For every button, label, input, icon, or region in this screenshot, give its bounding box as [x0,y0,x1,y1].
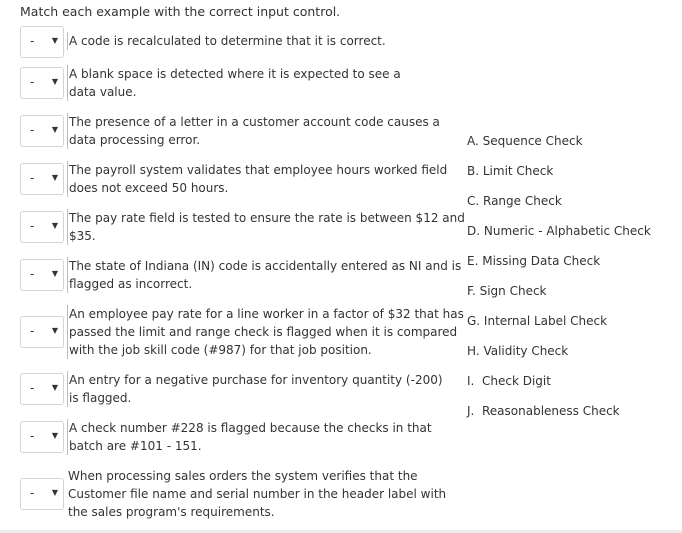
question-text-9: A check number #228 is flagged because the checks in that batch are #101 - 151. [67,419,465,455]
select-value: - [30,75,35,89]
select-value: - [30,486,35,500]
question-text-6: The state of Indiana (IN) code is accidentally entered as NI and is flagged as incorrect. [67,257,465,293]
answer-select-4[interactable] [20,163,64,195]
answer-option-a: A. Sequence Check [467,134,583,148]
instructions: Match each example with the correct input control. [20,4,341,19]
answer-option-i: I. Check Digit [467,374,551,388]
answer-option-h: H. Validity Check [467,344,569,358]
answer-option-c: C. Range Check [467,194,562,208]
chevron-down-icon: ▼ [51,125,58,134]
answer-option-j: J. Reasonableness Check [467,404,620,418]
answer-select-2[interactable] [20,67,64,99]
chevron-down-icon: ▼ [51,77,58,86]
answer-select-8[interactable] [20,373,64,405]
chevron-down-icon: ▼ [51,488,58,497]
question-text-10: When processing sales orders the system verifies that the Customer file name and serial number in the header label with the sales program's requirements. [68,469,447,519]
select-value: - [30,267,35,281]
chevron-down-icon: ▼ [51,326,58,335]
select-value: - [30,381,35,395]
answer-option-g: G. Internal Label Check [467,314,608,328]
chevron-down-icon: ▼ [51,36,58,45]
answer-select-10[interactable] [20,478,64,510]
chevron-down-icon: ▼ [51,269,58,278]
select-value: - [30,324,35,338]
answer-select-7[interactable] [20,316,64,348]
answer-option-d: D. Numeric - Alphabetic Check [467,224,651,238]
select-value: - [30,34,35,48]
select-value: - [30,123,35,137]
answer-select-3[interactable] [20,115,64,147]
chevron-down-icon: ▼ [51,173,58,182]
answer-option-e: E. Missing Data Check [467,254,601,268]
answer-select-5[interactable] [20,211,64,243]
question-text-1: A code is recalculated to determine that it is correct. [67,32,465,50]
chevron-down-icon: ▼ [51,431,58,440]
select-value: - [30,219,35,233]
question-text-5: The pay rate field is tested to ensure the rate is between $12 and $35. [69,211,465,243]
question-text-4: The payroll system validates that employee hours worked field does not exceed 50 hours. [67,161,454,197]
question-text-7: An employee pay rate for a line worker in a factor of $32 that has passed the limit and range check is flagged when it is compared with the job skill code (#987) for that job position. [69,307,464,357]
question-text-2: A blank space is detected where it is expected to see a data value. [67,65,429,101]
select-value: - [30,429,35,443]
question-text-8: An entry for a negative purchase for inventory quantity (-200) is flagged. [67,371,455,407]
chevron-down-icon: ▼ [51,383,58,392]
chevron-down-icon: ▼ [51,221,58,230]
answer-select-9[interactable] [20,421,64,453]
answer-select-6[interactable] [20,259,64,291]
question-text-3: The presence of a letter in a customer account code causes a data processing error. [69,115,440,147]
answer-option-f: F. Sign Check [467,284,547,298]
answer-select-1[interactable] [20,26,64,58]
answer-option-b: B. Limit Check [467,164,554,178]
select-value: - [30,171,35,185]
